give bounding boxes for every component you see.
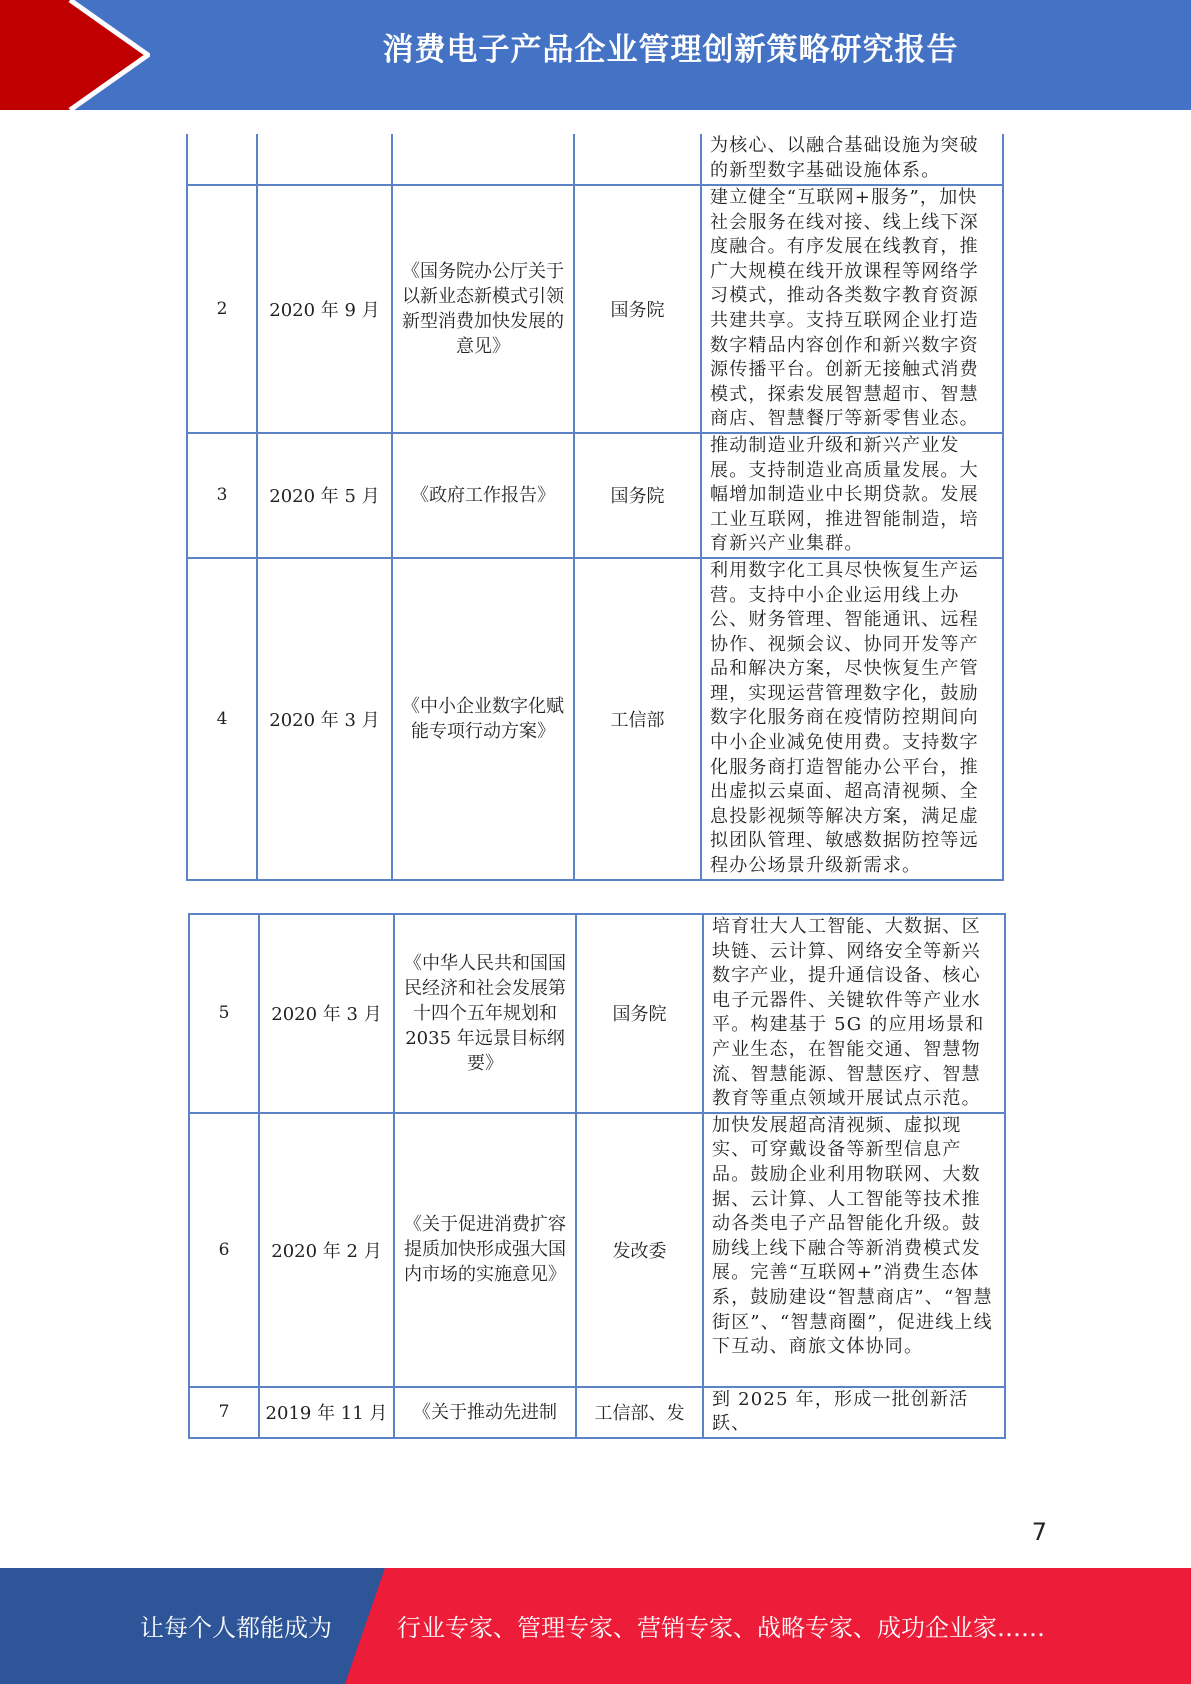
cell-title: 《关于推动先进制 [394,1387,576,1438]
table-row [189,914,1005,1113]
cell-title: 《国务院办公厅关于以新业态新模式引领新型消费加快发展的意见》 [392,185,574,433]
cell-no: 4 [187,558,257,880]
table-row [187,185,1003,433]
cell-description: 加快发展超高清视频、虚拟现实、可穿戴设备等新型信息产品。鼓励企业利用物联网、大数据、云计算、人工智能等技术推动各类电子产品智能化升级。鼓励线上线下融合等新消费模式发展。完善“互联网+”消费生态体系，鼓励建设“智慧商店”、“智慧街区”、“智慧商圈”，促进线上线下互动、商旅文体协同。 [703,1113,1005,1387]
page-footer [0,1568,1191,1684]
cell-date: 2020 年 2 月 [259,1113,394,1387]
cell-agency: 国务院 [574,185,701,433]
header-arrow-decoration [0,0,150,110]
cell-title: 《中小企业数字化赋能专项行动方案》 [392,558,574,880]
cell-no: 6 [189,1113,259,1387]
table-row [187,558,1003,880]
cell-title: 《中华人民共和国国民经济和社会发展第十四个五年规划和 2035 年远景目标纲要》 [394,914,576,1113]
cell-no [187,134,257,185]
cell-date: 2020 年 3 月 [259,914,394,1113]
cell-agency: 工信部、发 [576,1387,703,1438]
policy-table-part-1 [186,134,1004,881]
page-number: 7 [1031,1518,1047,1546]
cell-date: 2019 年 11 月 [259,1387,394,1438]
cell-no: 5 [189,914,259,1113]
table-row [187,433,1003,558]
cell-agency [574,134,701,185]
cell-title [392,134,574,185]
footer-slogan-right: 行业专家、管理专家、营销专家、战略专家、成功企业家…… [397,1614,1045,1642]
table-row [189,1113,1005,1387]
cell-date: 2020 年 3 月 [257,558,392,880]
cell-date: 2020 年 5 月 [257,433,392,558]
cell-title: 《政府工作报告》 [392,433,574,558]
cell-date [257,134,392,185]
cell-agency: 国务院 [574,433,701,558]
footer-slogan-left: 让每个人都能成为 [140,1614,332,1642]
table-row [187,134,1003,185]
cell-agency: 发改委 [576,1113,703,1387]
cell-description: 到 2025 年，形成一批创新活跃、 [703,1387,1005,1438]
cell-title: 《关于促进消费扩容提质加快形成强大国内市场的实施意见》 [394,1113,576,1387]
cell-no: 3 [187,433,257,558]
cell-description: 建立健全“互联网+服务”，加快社会服务在线对接、线上线下深度融合。有序发展在线教育，推广大规模在线开放课程等网络学习模式，推动各类数字教育资源共建共享。支持互联网企业打造数字精品内容创作和新兴数字资源传播平台。创新无接触式消费模式，探索发展智慧超市、智慧商店、智慧餐厅等新零售业态。 [701,185,1003,433]
report-title: 消费电子产品企业管理创新策略研究报告 [382,32,959,68]
page-header [0,0,1191,110]
table-row [189,1387,1005,1438]
cell-description: 培育壮大人工智能、大数据、区块链、云计算、网络安全等新兴数字产业，提升通信设备、核心电子元器件、关键软件等产业水平。构建基于 5G 的应用场景和产业生态，在智能交通、智慧物流、智慧能源、智慧医疗、智慧教育等重点领域开展试点示范。 [703,914,1005,1113]
cell-agency: 工信部 [574,558,701,880]
cell-no: 2 [187,185,257,433]
cell-no: 7 [189,1387,259,1438]
cell-description: 为核心、以融合基础设施为突破的新型数字基础设施体系。 [701,134,1003,185]
cell-agency: 国务院 [576,914,703,1113]
cell-description: 利用数字化工具尽快恢复生产运营。支持中小企业运用线上办公、财务管理、智能通讯、远程协作、视频会议、协同开发等产品和解决方案，尽快恢复生产管理，实现运营管理数字化，鼓励数字化服务商在疫情防控期间向中小企业减免使用费。支持数字化服务商打造智能办公平台，推出虚拟云桌面、超高清视频、全息投影视频等解决方案，满足虚拟团队管理、敏感数据防控等远程办公场景升级新需求。 [701,558,1003,880]
cell-description: 推动制造业升级和新兴产业发展。支持制造业高质量发展。大幅增加制造业中长期贷款。发展工业互联网，推进智能制造，培育新兴产业集群。 [701,433,1003,558]
cell-date: 2020 年 9 月 [257,185,392,433]
policy-table-part-2 [188,913,1006,1439]
